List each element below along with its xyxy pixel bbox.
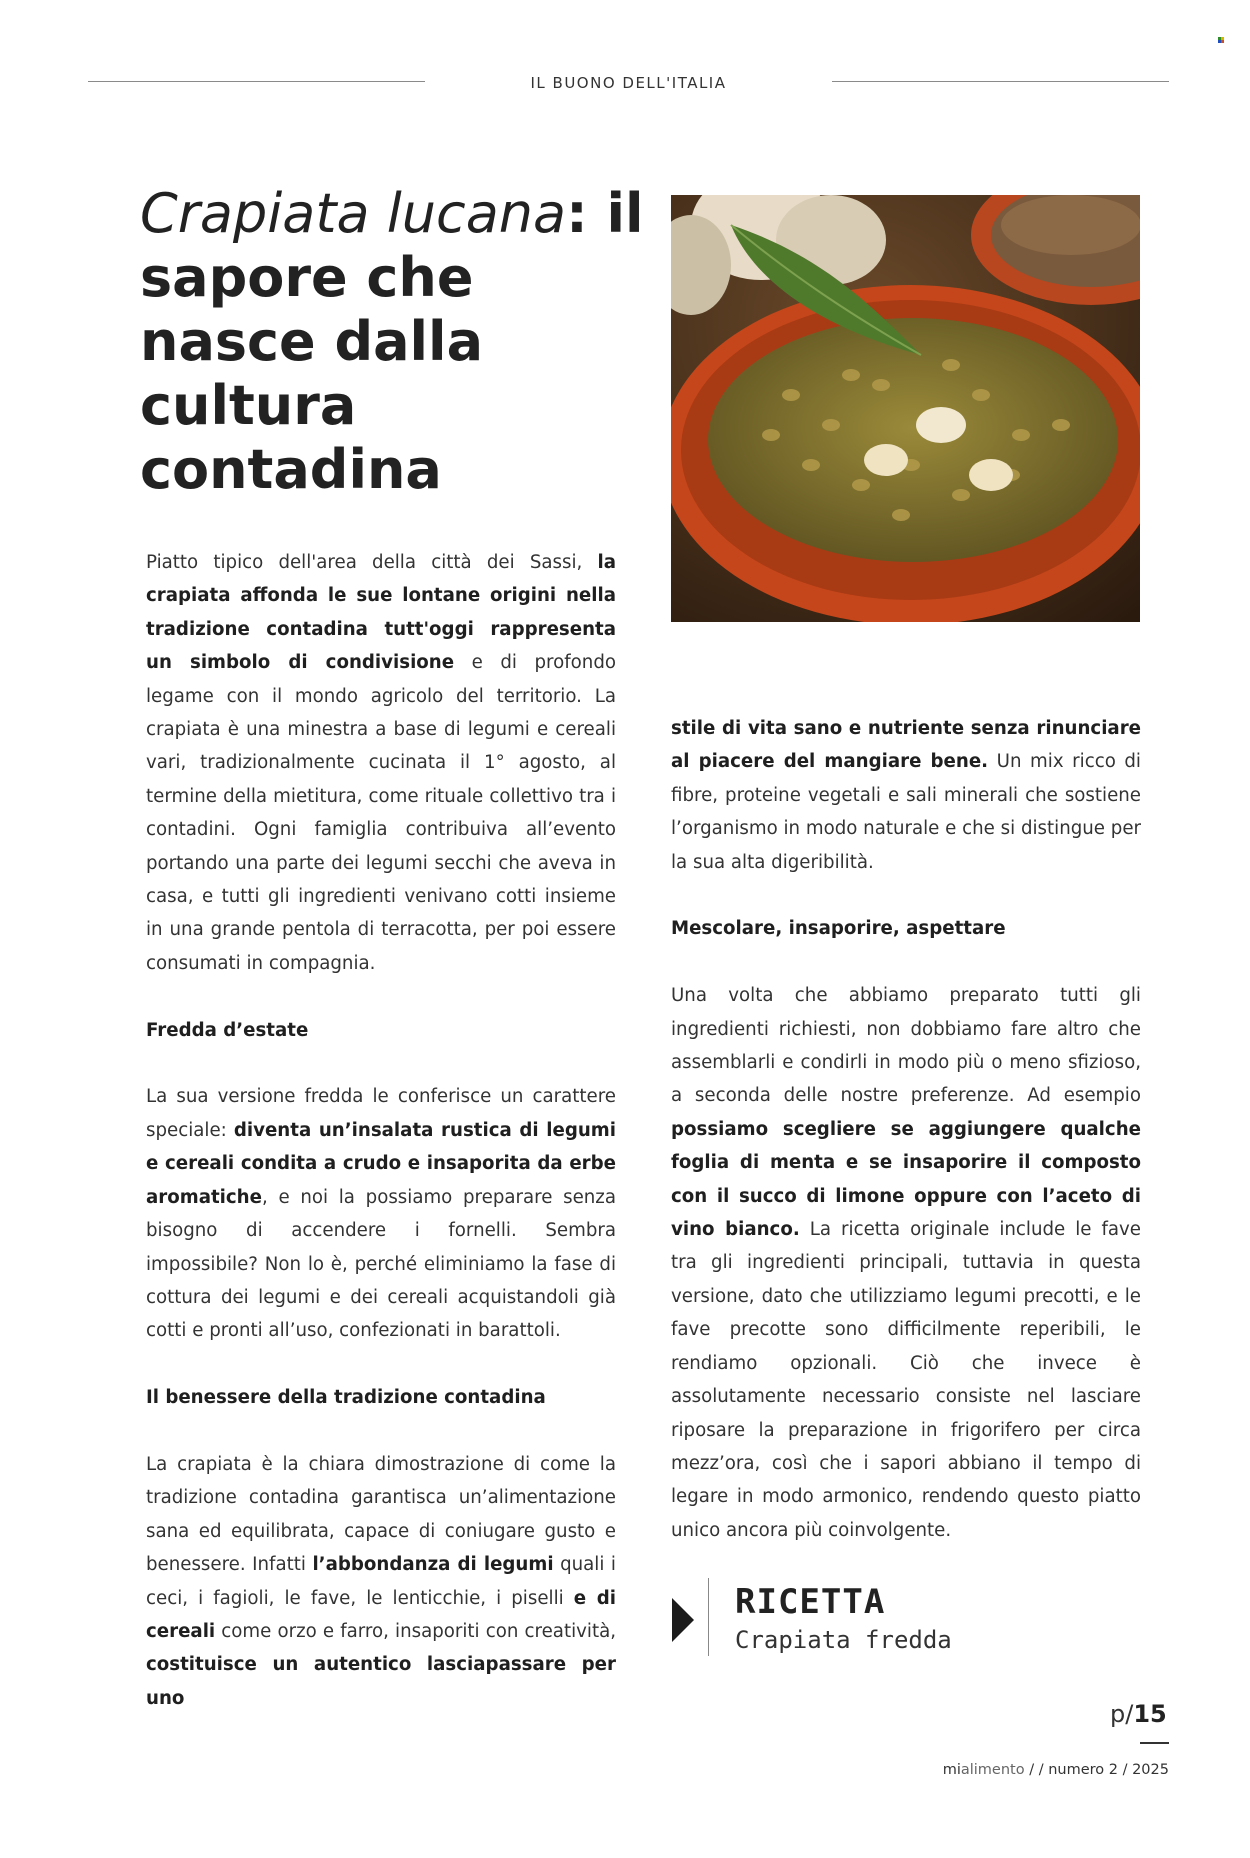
folio-rule xyxy=(1140,1742,1169,1744)
mescolare-paragraph xyxy=(671,979,1141,1547)
text-run: quali i ceci, i fagioli, le fave, le lenticchie, i piselli xyxy=(146,1554,616,1609)
text-run: La sua versione fredda le conferisce un carattere speciale: xyxy=(146,1086,616,1141)
text-run: e di profondo legame con il mondo agricolo del territorio. La crapiata è una minestra a base di legumi e cereali vari, tradizionalmente cucinata il 1° agosto, al termine della mietitura, come rituale collettivo tra i contadini. Ogni famiglia contribuiva all’evento portando una parte dei legumi secchi che aveva in casa, e tutti gli ingredienti venivano cotti insieme in una grande pentola di terracotta, per poi essere consumati in compagnia. xyxy=(146,652,616,974)
header-rule-left xyxy=(88,81,425,82)
text-run: La ricetta originale include le fave tra gli ingredienti principali, tuttavia in questa versione, dato che utilizziamo legumi precotti, e le fave precotte sono difficilmente reperibili, le rendiamo opzionali. Ciò che invece è assolutamente necessario consiste nel lasciare riposare la preparazione in frigorifero per circa mezz’ora, così che i sapori abbiano il tempo di legare in modo armonico, rendendo questo piatto unico ancora più coinvolgente. xyxy=(671,1219,1141,1541)
bold-text-run: possiamo scegliere se aggiungere qualche foglia di menta e se insaporire il composto con il succo di limone oppure con l’aceto di vino bianco. xyxy=(671,1118,1141,1241)
play-arrow-icon xyxy=(672,1598,694,1642)
article-title-rest: : il sapore che nasce dalla cultura contadina xyxy=(140,182,644,501)
intro-paragraph xyxy=(146,546,616,980)
text-run: , e noi la possiamo preparare senza bisogno di accendere i fornelli. Sembra impossibile? Non lo è, perché eliminiamo la fase di cottura dei legumi e dei cereali acquistandoli già cotti e pronti all’uso, confezionati in barattoli. xyxy=(146,1186,616,1342)
text-run: Piatto tipico dell'area della città dei Sassi, xyxy=(146,552,598,573)
benessere-paragraph xyxy=(146,1448,616,1715)
article-title xyxy=(140,182,660,502)
bold-text-run: e di cereali xyxy=(146,1587,617,1642)
mag-name-alimento: alimento xyxy=(960,1762,1025,1778)
page-folio xyxy=(1110,1700,1167,1728)
subheading-benessere: Il benessere della tradizione contadina xyxy=(146,1387,546,1409)
header-rule-right xyxy=(832,81,1169,82)
text-run: come orzo e farro, insaporiti con creatività, xyxy=(215,1620,616,1642)
fredda-paragraph xyxy=(146,1080,616,1347)
text-run: Un mix ricco di fibre, proteine vegetali e sali minerali che sostiene l’organismo in modo naturale e che si distingue per la sua alta digeribilità. xyxy=(671,751,1141,873)
corner-color-mark-icon xyxy=(1218,37,1224,43)
recipe-link-box[interactable] xyxy=(670,1578,1070,1656)
subheading-mescolare: Mescolare, insaporire, aspettare xyxy=(671,918,1006,940)
page-number: 15 xyxy=(1133,1700,1167,1728)
bold-text-run: costituisce un autentico lasciapassare per uno xyxy=(146,1654,616,1709)
bold-text-run: l’abbondanza di legumi xyxy=(312,1554,554,1576)
column-right xyxy=(671,712,1141,1547)
recipe-divider xyxy=(708,1578,709,1656)
column-left xyxy=(146,546,616,1715)
continued-paragraph xyxy=(671,712,1141,879)
lentil-soup-illustration xyxy=(671,195,1140,622)
subheading-fredda: Fredda d’estate xyxy=(146,1019,309,1041)
bold-text-run: stile di vita sano e nutriente senza rinunciare al piacere del mangiare bene. xyxy=(671,718,1141,773)
article-title-italic: Crapiata lucana xyxy=(140,182,567,245)
running-head: IL BUONO DELL'ITALIA xyxy=(530,74,727,92)
bold-text-run: la crapiata affonda le sue lontane origini nella tradizione contadina tutt'oggi rappresenta un simbolo di condivisione xyxy=(146,552,616,674)
text-run: Una volta che abbiamo preparato tutti gli ingredienti richiesti, non dobbiamo fare altro che assemblarli e condirli in modo più o meno sfizioso, a seconda delle nostre preferenze. Ad esempio xyxy=(671,985,1141,1107)
page-prefix: p/ xyxy=(1110,1700,1134,1728)
recipe-name: Crapiata fredda xyxy=(735,1626,952,1654)
recipe-label: RICETTA xyxy=(735,1582,886,1622)
issue-info: / / numero 2 / 2025 xyxy=(1024,1762,1169,1778)
magazine-masthead xyxy=(943,1762,1169,1778)
mag-name-mi: mi xyxy=(942,1762,961,1778)
lentil-soup-photo xyxy=(671,195,1140,622)
bold-text-run: diventa un’insalata rustica di legumi e cereali condita a crudo e insaporita da erbe aromatiche xyxy=(146,1119,616,1208)
text-run: La crapiata è la chiara dimostrazione di come la tradizione contadina garantisca un’alimentazione sana ed equilibrata, capace di coniugare gusto e benessere. Infatti xyxy=(146,1453,616,1576)
